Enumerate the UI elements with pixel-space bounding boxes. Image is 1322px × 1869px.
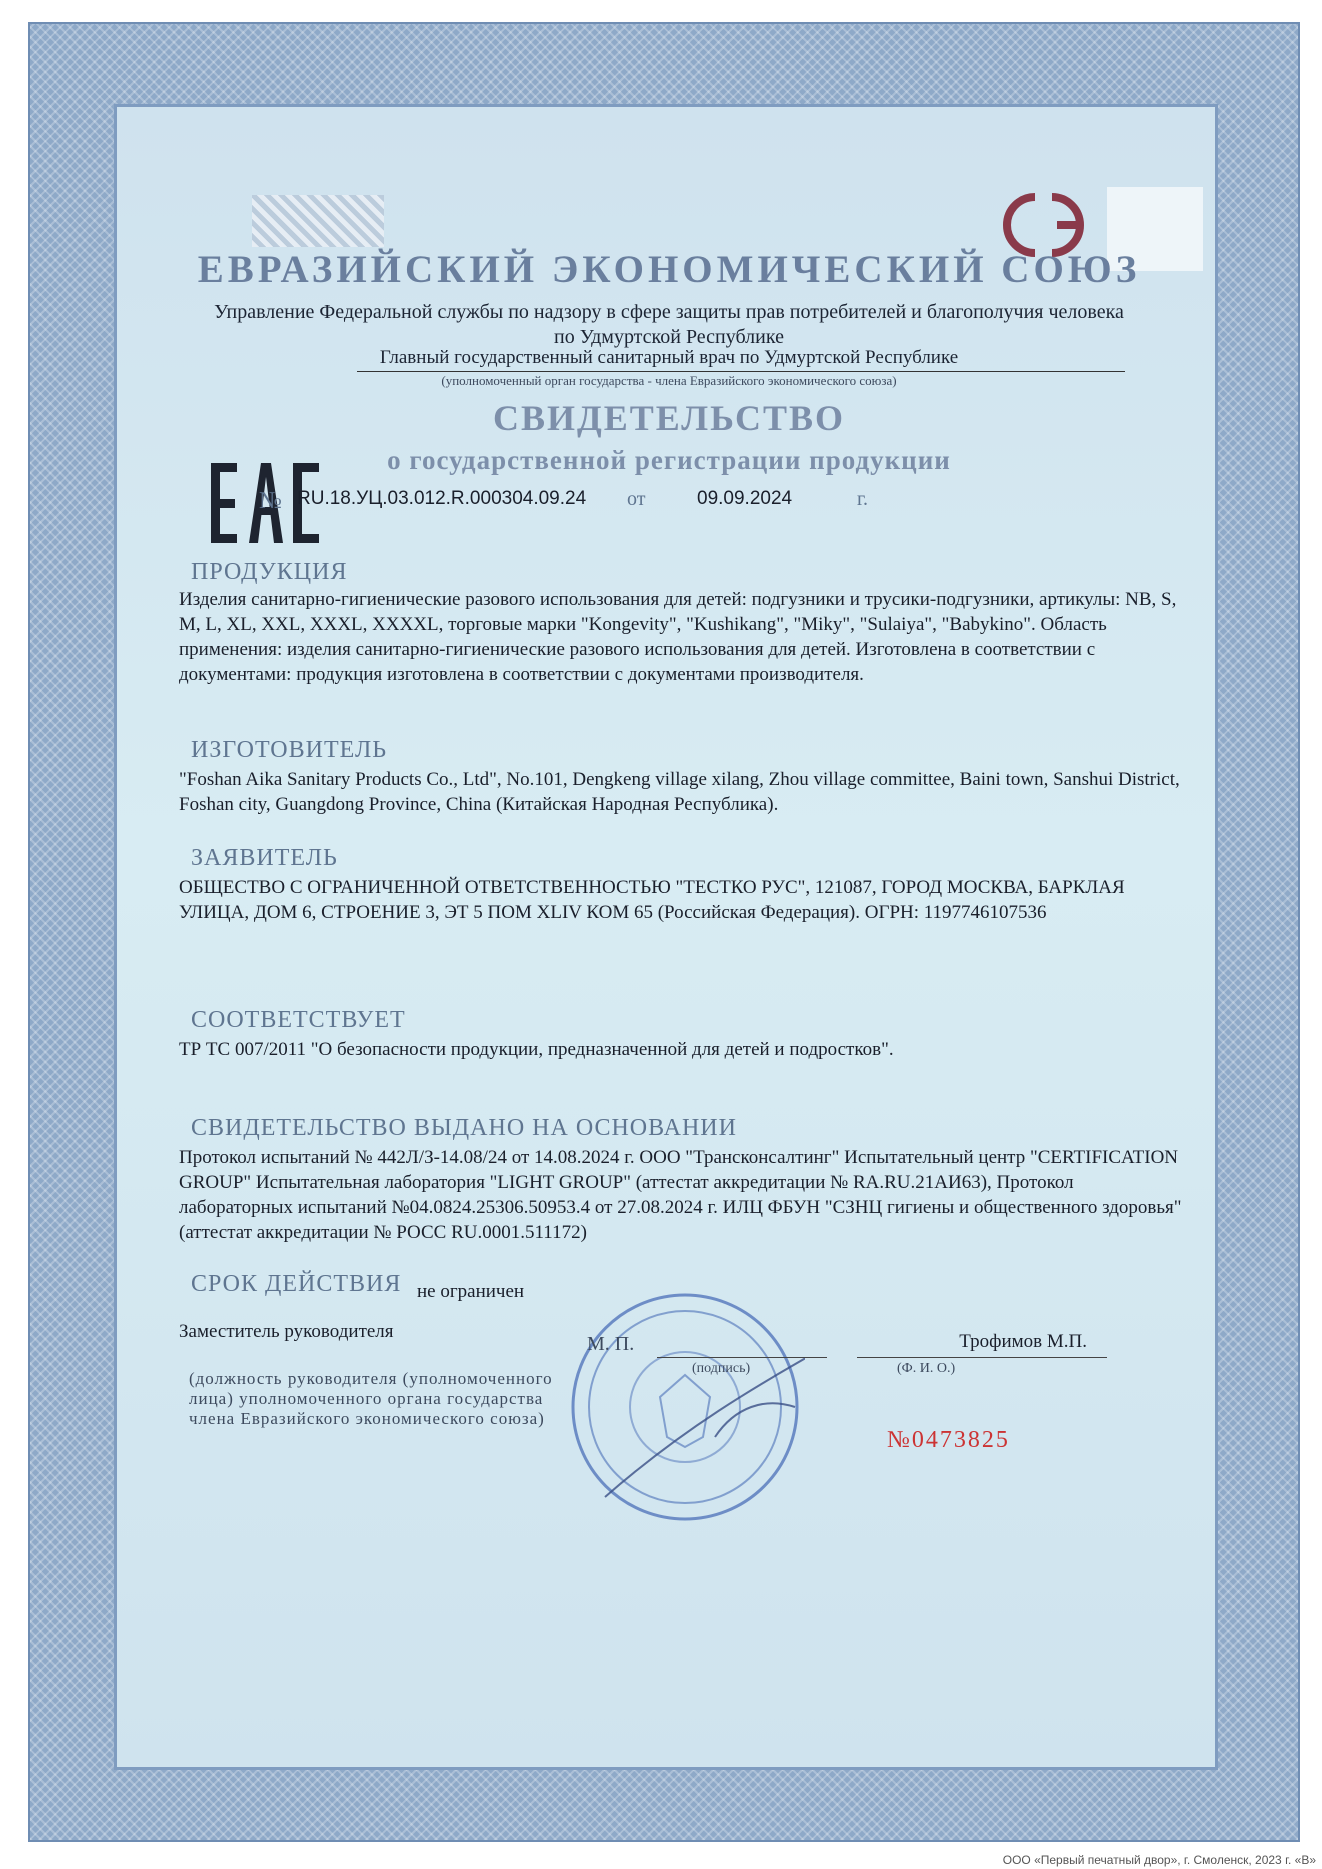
signature-caption: (подпись)	[692, 1361, 751, 1376]
signer-name: Трофимов М.П.	[959, 1331, 1087, 1352]
signature-line	[657, 1357, 827, 1358]
year-suffix: г.	[857, 488, 868, 510]
name-line	[857, 1357, 1107, 1358]
manufacturer-text: "Foshan Aika Sanitary Products Co., Ltd", No.101, Dengkeng village xilang, Zhou village committee, Baini town, Sanshui District, Foshan city, Guangdong Province, China (Китайская Народная Республика).	[179, 769, 1180, 815]
union-title: ЕВРАЗИЙСКИЙ ЭКОНОМИЧЕСКИЙ СОЮЗ	[197, 248, 1141, 291]
validity-heading: СРОК ДЕЙСТВИЯ	[191, 1271, 402, 1297]
product-text: Изделия санитарно-гигиенические разового использования для детей: подгузники и трусики-подгузники, артикулы: NB, S, M, L, XL, XXL, XXXL, XXXXL, торговые марки "Kongevity", "Kushikang", "Miky", "Sulaiya", "Babykino". Область применения: изделия санитарно-гигиенические разового использования для детей. Изготовлена в соответствии с документами: продукция изготовлена в соответствии с документами производителя.	[179, 589, 1177, 685]
applicant-text: ОБЩЕСТВО С ОГРАНИЧЕННОЙ ОТВЕТСТВЕННОСТЬЮ "ТЕСТКО РУС", 121087, ГОРОД МОСКВА, БАРКЛАЯ УЛИЦА, ДОМ 6, СТРОЕНИЕ 3, ЭТ 5 ПОМ XLIV КОМ 65 (Российская Федерация). ОГРН: 1197746107536	[179, 877, 1125, 923]
certificate-body	[114, 104, 1218, 1770]
basis-heading: СВИДЕТЕЛЬСТВО ВЫДАНО НА ОСНОВАНИИ	[191, 1115, 737, 1141]
number-label: №	[259, 488, 282, 514]
certificate-title: СВИДЕТЕЛЬСТВО	[492, 398, 846, 438]
applicant-heading: ЗАЯВИТЕЛЬ	[191, 845, 338, 871]
mp-stamp-label: М. П.	[587, 1333, 635, 1355]
authority-line-2: по Удмуртской Республике	[554, 326, 784, 348]
position-text: Заместитель руководителя	[179, 1321, 394, 1342]
conforms-heading: СООТВЕТСТВУЕТ	[191, 1007, 406, 1033]
position-caption: (должность руководителя (уполномоченного лица) уполномоченного органа государства члена Евразийского экономического союза)	[189, 1369, 553, 1428]
registration-date: 09.09.2024	[697, 488, 793, 509]
validity-text: не ограничен	[417, 1281, 525, 1302]
basis-text: Протокол испытаний № 442Л/З-14.08/24 от 14.08.2024 г. ООО "Трансконсалтинг" Испытательный центр "CERTIFICATION GROUP" Испытательная лаборатория "LIGHT GROUP" (аттестат аккредитации № RA.RU.21АИ63), Протокол лабораторных испытаний №04.0824.25306.50953.4 от 27.08.2024 г. ИЛЦ ФБУН "СЗНЦ гигиены и общественного здоровья" (аттестат аккредитации № РОСС RU.0001.511172)	[179, 1147, 1182, 1243]
certificate-subtitle: о государственной регистрации продукции	[387, 445, 951, 475]
authority-line-1: Управление Федеральной службы по надзору в сфере защиты прав потребителей и благополучия человека	[214, 301, 1124, 323]
product-heading: ПРОДУКЦИЯ	[191, 559, 348, 585]
certificate-frame	[28, 22, 1300, 1842]
printer-footer: ООО «Первый печатный двор», г. Смоленск, 2023 г. «В»	[1002, 1853, 1316, 1867]
registration-number: RU.18.УЦ.03.012.R.000304.09.24	[297, 488, 587, 509]
date-label: от	[627, 488, 646, 510]
manufacturer-heading: ИЗГОТОВИТЕЛЬ	[191, 737, 388, 763]
serial-number: №0473825	[887, 1427, 1010, 1453]
hologram-patch	[252, 195, 384, 247]
officer-caption: (уполномоченный орган государства - члена Евразийского экономического союза)	[441, 373, 897, 388]
chief-officer: Главный государственный санитарный врач по Удмуртской Республике	[379, 347, 959, 368]
conforms-text: ТР ТС 007/2011 "О безопасности продукции, предназначенной для детей и подростков".	[179, 1039, 894, 1060]
name-caption: (Ф. И. О.)	[897, 1361, 956, 1376]
officer-underline	[357, 371, 1125, 372]
